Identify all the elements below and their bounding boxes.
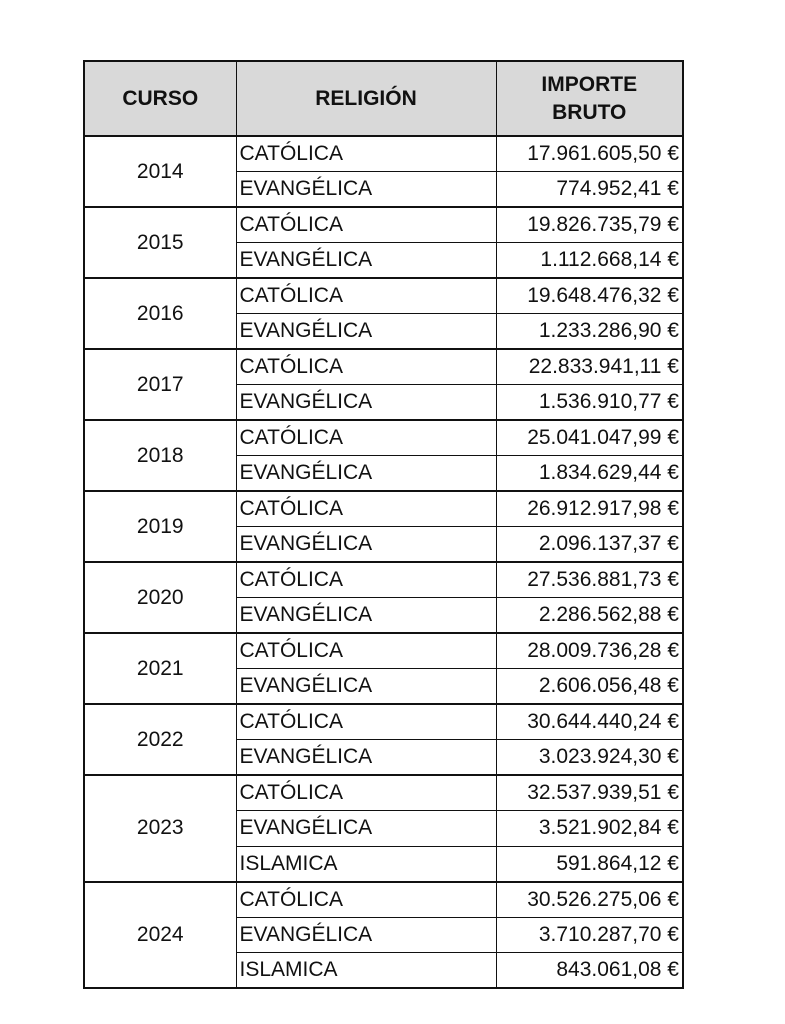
curso-cell: 2016 [84,278,236,349]
importe-cell: 1.112.668,14 € [496,243,683,279]
importe-cell: 3.710.287,70 € [496,917,683,953]
religion-cell: CATÓLICA [236,491,496,527]
importe-cell: 1.834.629,44 € [496,456,683,492]
curso-cell: 2021 [84,633,236,704]
importe-cell: 774.952,41 € [496,172,683,208]
importe-cell: 2.606.056,48 € [496,669,683,705]
header-religion: RELIGIÓN [236,61,496,136]
curso-cell: 2018 [84,420,236,491]
table-row [84,420,683,456]
religion-cell: CATÓLICA [236,704,496,740]
table-row [84,491,683,527]
importe-cell: 843.061,08 € [496,953,683,989]
religion-cell: CATÓLICA [236,562,496,598]
table-row [84,633,683,669]
curso-cell: 2015 [84,207,236,278]
importe-cell: 30.526.275,06 € [496,882,683,918]
table-row [84,207,683,243]
table-row [84,704,683,740]
table-row [84,882,683,918]
religion-cell: EVANGÉLICA [236,740,496,776]
header-importe-line2: BRUTO [552,100,627,124]
header-curso: CURSO [84,61,236,136]
importe-cell: 27.536.881,73 € [496,562,683,598]
curso-cell: 2022 [84,704,236,775]
religion-cell: EVANGÉLICA [236,917,496,953]
importe-cell: 19.826.735,79 € [496,207,683,243]
religion-cell: ISLAMICA [236,846,496,882]
importe-cell: 19.648.476,32 € [496,278,683,314]
religion-cell: CATÓLICA [236,278,496,314]
religion-cell: CATÓLICA [236,136,496,172]
religion-cell: CATÓLICA [236,349,496,385]
table-row [84,136,683,172]
table-row [84,775,683,811]
importe-cell: 2.286.562,88 € [496,598,683,634]
curso-cell: 2019 [84,491,236,562]
table-header [84,61,683,136]
curso-cell: 2014 [84,136,236,207]
religion-cell: EVANGÉLICA [236,385,496,421]
importe-cell: 1.233.286,90 € [496,314,683,350]
header-importe-line1: IMPORTE [541,72,638,96]
importe-cell: 591.864,12 € [496,846,683,882]
header-row [84,61,683,136]
religion-cell: CATÓLICA [236,420,496,456]
curso-cell: 2023 [84,775,236,882]
religion-cell: CATÓLICA [236,207,496,243]
curso-cell: 2020 [84,562,236,633]
religion-cell: EVANGÉLICA [236,598,496,634]
religion-cell: CATÓLICA [236,775,496,811]
religion-cell: EVANGÉLICA [236,669,496,705]
importe-cell: 2.096.137,37 € [496,527,683,563]
header-importe-bruto [496,61,683,136]
table-row [84,349,683,385]
importe-cell: 30.644.440,24 € [496,704,683,740]
religion-cell: EVANGÉLICA [236,527,496,563]
religion-cell: CATÓLICA [236,882,496,918]
religion-cell: EVANGÉLICA [236,314,496,350]
importe-cell: 3.023.924,30 € [496,740,683,776]
religion-cell: EVANGÉLICA [236,811,496,847]
religion-funding-table [83,60,684,989]
religion-cell: EVANGÉLICA [236,172,496,208]
importe-cell: 28.009.736,28 € [496,633,683,669]
importe-cell: 22.833.941,11 € [496,349,683,385]
importe-cell: 1.536.910,77 € [496,385,683,421]
table-body [84,136,683,988]
religion-cell: CATÓLICA [236,633,496,669]
religion-cell: ISLAMICA [236,953,496,989]
importe-cell: 26.912.917,98 € [496,491,683,527]
importe-cell: 25.041.047,99 € [496,420,683,456]
importe-cell: 3.521.902,84 € [496,811,683,847]
importe-cell: 32.537.939,51 € [496,775,683,811]
table-row [84,562,683,598]
curso-cell: 2024 [84,882,236,989]
religion-cell: EVANGÉLICA [236,456,496,492]
religion-cell: EVANGÉLICA [236,243,496,279]
importe-cell: 17.961.605,50 € [496,136,683,172]
curso-cell: 2017 [84,349,236,420]
table-row [84,278,683,314]
